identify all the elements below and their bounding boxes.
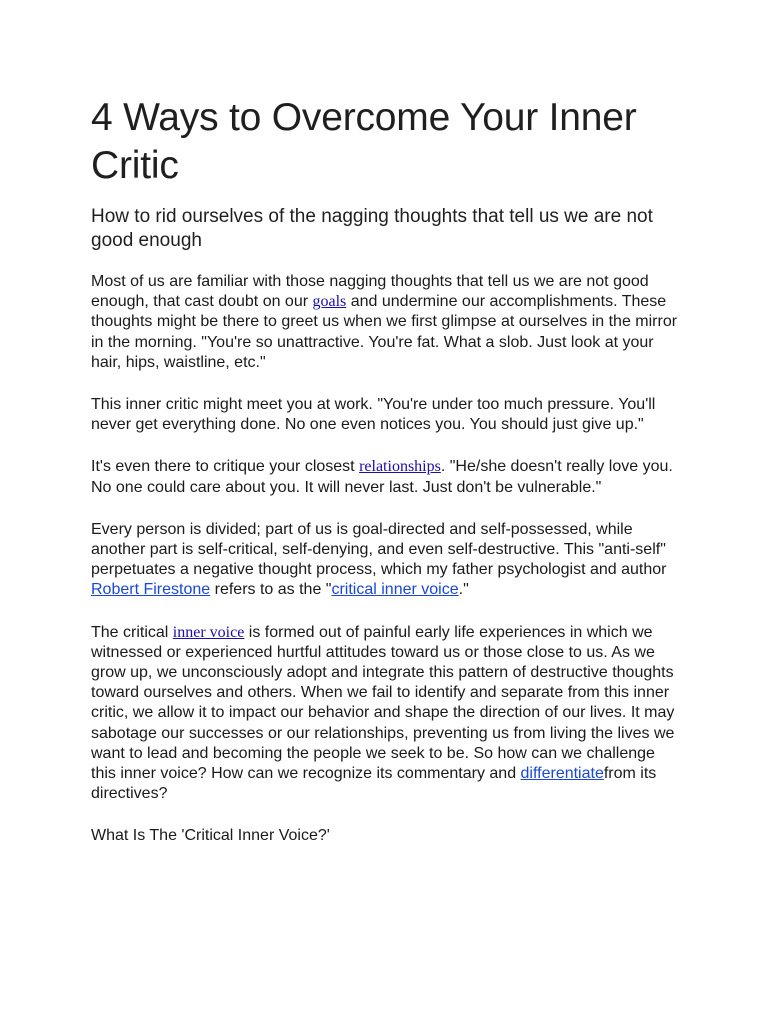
paragraph-4-text-b: refers to as the " (210, 581, 332, 599)
paragraph-1-text-a: Most of us are familiar with those nagging thoughts that tell us we are not good enough, that cast doubt on our (91, 273, 649, 311)
paragraph-5 (91, 623, 683, 805)
paragraph-4-text-c: ." (458, 581, 469, 599)
inner-voice-link[interactable]: inner voice (172, 623, 245, 641)
paragraph-5-text-c: from its directives? (91, 765, 657, 803)
relationships-link[interactable]: relationships (359, 458, 441, 476)
paragraph-3 (91, 457, 683, 497)
article-title: 4 Ways to Overcome Your Inner Critic (91, 96, 637, 187)
paragraph-2: This inner critic might meet you at work. "You're under too much pressure. You'll never get everything done. No one even notices you. You should just give up." (91, 396, 656, 434)
paragraph-4 (91, 520, 683, 601)
paragraph-5-text-b: is formed out of painful early life experiences in which we witnessed or experienced hurtful attitudes toward us or those close to us. As we grow up, we unconsciously adopt and integrate this pattern of destructive thoughts toward ourselves and others. When we fail to identify and separate from this inner critic, we allow it to impact our behavior and shape the direction of our lives. It may sabotage our successes or our relationships, preventing us from living the lives we want to lead and becoming the people we seek to be. So how can we challenge this inner voice? How can we recognize its commentary and (91, 623, 675, 783)
robert-firestone-link[interactable]: Robert Firestone (91, 581, 211, 599)
article-subtitle: How to rid ourselves of the nagging thoughts that tell us we are not good enough (91, 206, 653, 251)
paragraph-3-text-b: . "He/she doesn't really love you. No one could care about you. It will never last. Just don't be vulnerable." (91, 458, 673, 496)
article (91, 94, 683, 847)
paragraph-4-text-a: Every person is divided; part of us is goal-directed and self-possessed, while another part is self-critical, self-denying, and even self-destructive. This "anti-self" perpetuates a negative thought process, which my father psychologist and author (91, 520, 667, 579)
paragraph-1 (91, 272, 683, 373)
paragraph-1-text-b: and undermine our accomplishments. These thoughts might be there to greet us when we first glimpse at ourselves in the mirror in the morning. "You're so unattractive. You're fat. What a slob. Just look at your hair, hips, waistline, etc." (91, 293, 678, 371)
paragraph-5-text-a: The critical (91, 623, 173, 641)
differentiate-link[interactable]: differentiate (520, 765, 604, 783)
critical-inner-voice-link[interactable]: critical inner voice (331, 581, 459, 599)
section-heading: What Is The 'Critical Inner Voice?' (91, 827, 330, 845)
paragraph-3-text-a: It's even there to critique your closest (91, 458, 360, 476)
goals-link[interactable]: goals (312, 293, 347, 311)
